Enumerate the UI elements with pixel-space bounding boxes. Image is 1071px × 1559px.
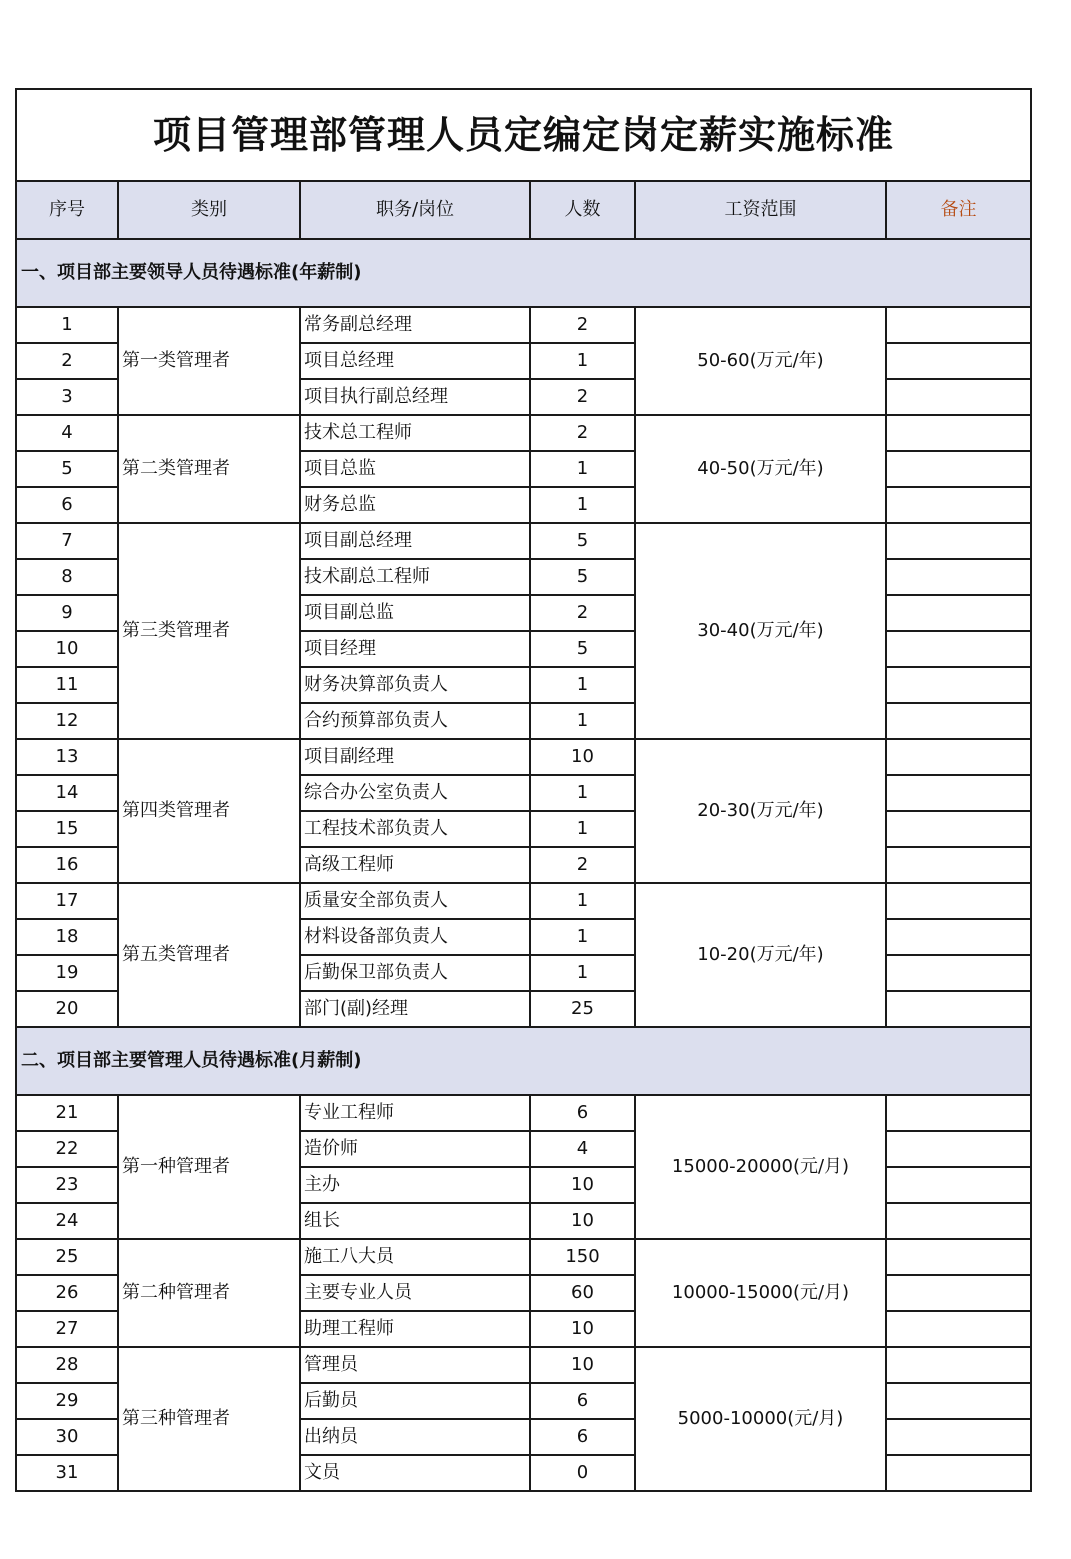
cell-position: 助理工程师 (300, 1311, 530, 1347)
cell-remark (886, 1311, 1031, 1347)
cell-count: 2 (530, 415, 635, 451)
cell-index: 2 (16, 343, 118, 379)
cell-remark (886, 343, 1031, 379)
header-category: 类别 (118, 181, 300, 239)
table-row (16, 1095, 1031, 1131)
cell-index: 3 (16, 379, 118, 415)
salary-standard-table (15, 88, 1032, 1492)
cell-count: 10 (530, 1167, 635, 1203)
cell-count: 5 (530, 523, 635, 559)
table-row (16, 523, 1031, 559)
cell-count: 2 (530, 595, 635, 631)
table-row (16, 739, 1031, 775)
cell-position: 主要专业人员 (300, 1275, 530, 1311)
cell-index: 18 (16, 919, 118, 955)
cell-index: 30 (16, 1419, 118, 1455)
cell-remark (886, 739, 1031, 775)
cell-index: 7 (16, 523, 118, 559)
cell-salary: 40-50(万元/年) (635, 415, 886, 523)
cell-remark (886, 1275, 1031, 1311)
table-row (16, 1239, 1031, 1275)
cell-remark (886, 883, 1031, 919)
cell-salary: 15000-20000(元/月) (635, 1095, 886, 1239)
header-position: 职务/岗位 (300, 181, 530, 239)
cell-count: 4 (530, 1131, 635, 1167)
cell-count: 150 (530, 1239, 635, 1275)
cell-remark (886, 1347, 1031, 1383)
cell-index: 26 (16, 1275, 118, 1311)
cell-position: 工程技术部负责人 (300, 811, 530, 847)
cell-index: 4 (16, 415, 118, 451)
cell-count: 2 (530, 307, 635, 343)
cell-count: 1 (530, 343, 635, 379)
cell-index: 28 (16, 1347, 118, 1383)
cell-remark (886, 847, 1031, 883)
cell-index: 22 (16, 1131, 118, 1167)
cell-remark (886, 595, 1031, 631)
cell-remark (886, 1095, 1031, 1131)
cell-position: 项目总经理 (300, 343, 530, 379)
cell-count: 2 (530, 379, 635, 415)
cell-count: 6 (530, 1419, 635, 1455)
cell-count: 2 (530, 847, 635, 883)
cell-count: 10 (530, 1203, 635, 1239)
cell-index: 31 (16, 1455, 118, 1491)
cell-position: 综合办公室负责人 (300, 775, 530, 811)
section-title: 一、项目部主要领导人员待遇标准(年薪制) (16, 239, 1031, 307)
cell-index: 15 (16, 811, 118, 847)
cell-category: 第二种管理者 (118, 1239, 300, 1347)
cell-count: 10 (530, 739, 635, 775)
cell-salary: 5000-10000(元/月) (635, 1347, 886, 1491)
cell-position: 项目执行副总经理 (300, 379, 530, 415)
cell-position: 主办 (300, 1167, 530, 1203)
cell-index: 1 (16, 307, 118, 343)
cell-count: 1 (530, 775, 635, 811)
cell-index: 25 (16, 1239, 118, 1275)
cell-remark (886, 703, 1031, 739)
cell-remark (886, 451, 1031, 487)
cell-salary: 20-30(万元/年) (635, 739, 886, 883)
cell-position: 造价师 (300, 1131, 530, 1167)
cell-remark (886, 1239, 1031, 1275)
cell-count: 1 (530, 955, 635, 991)
cell-count: 1 (530, 703, 635, 739)
header-count: 人数 (530, 181, 635, 239)
cell-position: 项目总监 (300, 451, 530, 487)
cell-index: 11 (16, 667, 118, 703)
cell-remark (886, 1455, 1031, 1491)
cell-position: 质量安全部负责人 (300, 883, 530, 919)
cell-category: 第二类管理者 (118, 415, 300, 523)
cell-index: 10 (16, 631, 118, 667)
header-index: 序号 (16, 181, 118, 239)
cell-position: 常务副总经理 (300, 307, 530, 343)
cell-remark (886, 1167, 1031, 1203)
cell-index: 14 (16, 775, 118, 811)
cell-position: 专业工程师 (300, 1095, 530, 1131)
cell-count: 1 (530, 487, 635, 523)
cell-count: 1 (530, 883, 635, 919)
cell-remark (886, 919, 1031, 955)
cell-index: 27 (16, 1311, 118, 1347)
cell-remark (886, 991, 1031, 1027)
cell-count: 10 (530, 1347, 635, 1383)
cell-position: 后勤保卫部负责人 (300, 955, 530, 991)
cell-remark (886, 1419, 1031, 1455)
cell-category: 第三类管理者 (118, 523, 300, 739)
cell-position: 项目副总监 (300, 595, 530, 631)
cell-index: 23 (16, 1167, 118, 1203)
table-body (16, 239, 1031, 1491)
cell-count: 0 (530, 1455, 635, 1491)
cell-position: 项目经理 (300, 631, 530, 667)
header-row (16, 181, 1031, 239)
cell-position: 文员 (300, 1455, 530, 1491)
cell-index: 29 (16, 1383, 118, 1419)
cell-count: 1 (530, 919, 635, 955)
cell-position: 项目副经理 (300, 739, 530, 775)
cell-position: 合约预算部负责人 (300, 703, 530, 739)
cell-position: 后勤员 (300, 1383, 530, 1419)
cell-salary: 10-20(万元/年) (635, 883, 886, 1027)
table-row (16, 883, 1031, 919)
cell-salary: 30-40(万元/年) (635, 523, 886, 739)
cell-index: 19 (16, 955, 118, 991)
cell-position: 高级工程师 (300, 847, 530, 883)
cell-remark (886, 1203, 1031, 1239)
cell-index: 5 (16, 451, 118, 487)
cell-count: 5 (530, 559, 635, 595)
cell-index: 6 (16, 487, 118, 523)
cell-index: 17 (16, 883, 118, 919)
cell-category: 第一种管理者 (118, 1095, 300, 1239)
table-row (16, 307, 1031, 343)
cell-position: 技术总工程师 (300, 415, 530, 451)
cell-remark (886, 487, 1031, 523)
cell-remark (886, 631, 1031, 667)
cell-position: 财务决算部负责人 (300, 667, 530, 703)
cell-index: 13 (16, 739, 118, 775)
cell-count: 60 (530, 1275, 635, 1311)
cell-remark (886, 307, 1031, 343)
cell-salary: 50-60(万元/年) (635, 307, 886, 415)
cell-position: 技术副总工程师 (300, 559, 530, 595)
cell-count: 25 (530, 991, 635, 1027)
table-row (16, 1347, 1031, 1383)
cell-count: 6 (530, 1383, 635, 1419)
section-title: 二、项目部主要管理人员待遇标准(月薪制) (16, 1027, 1031, 1095)
cell-count: 1 (530, 667, 635, 703)
cell-position: 施工八大员 (300, 1239, 530, 1275)
cell-remark (886, 415, 1031, 451)
cell-remark (886, 559, 1031, 595)
cell-salary: 10000-15000(元/月) (635, 1239, 886, 1347)
cell-remark (886, 955, 1031, 991)
cell-category: 第五类管理者 (118, 883, 300, 1027)
cell-category: 第四类管理者 (118, 739, 300, 883)
cell-index: 8 (16, 559, 118, 595)
cell-remark (886, 1383, 1031, 1419)
cell-position: 出纳员 (300, 1419, 530, 1455)
cell-count: 1 (530, 811, 635, 847)
cell-remark (886, 667, 1031, 703)
cell-index: 16 (16, 847, 118, 883)
cell-remark (886, 1131, 1031, 1167)
section-row (16, 239, 1031, 307)
cell-remark (886, 379, 1031, 415)
cell-index: 12 (16, 703, 118, 739)
cell-position: 部门(副)经理 (300, 991, 530, 1027)
cell-position: 材料设备部负责人 (300, 919, 530, 955)
cell-category: 第三种管理者 (118, 1347, 300, 1491)
cell-index: 9 (16, 595, 118, 631)
cell-index: 21 (16, 1095, 118, 1131)
cell-position: 项目副总经理 (300, 523, 530, 559)
cell-count: 6 (530, 1095, 635, 1131)
cell-index: 24 (16, 1203, 118, 1239)
cell-position: 组长 (300, 1203, 530, 1239)
header-remark: 备注 (886, 181, 1031, 239)
cell-remark (886, 775, 1031, 811)
cell-index: 20 (16, 991, 118, 1027)
cell-count: 1 (530, 451, 635, 487)
cell-count: 10 (530, 1311, 635, 1347)
cell-category: 第一类管理者 (118, 307, 300, 415)
section-row (16, 1027, 1031, 1095)
table-row (16, 415, 1031, 451)
cell-remark (886, 523, 1031, 559)
cell-position: 管理员 (300, 1347, 530, 1383)
page-title: 项目管理部管理人员定编定岗定薪实施标准 (16, 89, 1031, 181)
cell-position: 财务总监 (300, 487, 530, 523)
cell-count: 5 (530, 631, 635, 667)
cell-remark (886, 811, 1031, 847)
header-salary: 工资范围 (635, 181, 886, 239)
